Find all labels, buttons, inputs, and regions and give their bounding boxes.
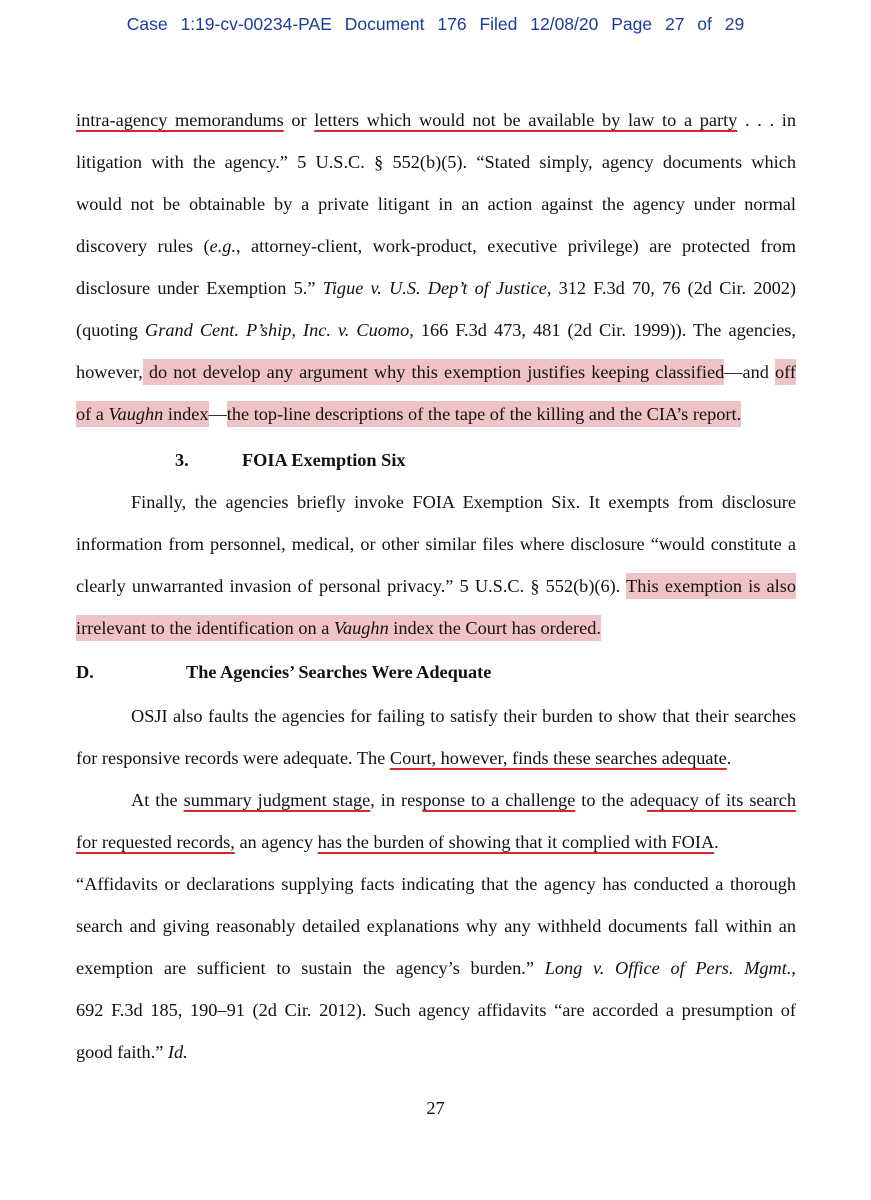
text-line xyxy=(76,872,796,896)
text-segment: The Agencies’ Searches Were Adequate xyxy=(186,662,492,682)
text-line xyxy=(76,788,796,812)
text-segment: . . . in xyxy=(737,110,796,130)
section-number: 3. xyxy=(175,450,189,470)
highlighted-text: This exemption is also xyxy=(626,573,796,599)
text-segment: FOIA Exemption Six xyxy=(242,450,406,470)
text-segment: for responsive records were adequate. The xyxy=(76,748,390,768)
text-segment: however, xyxy=(76,362,143,382)
text-line xyxy=(76,192,796,216)
text-segment: . xyxy=(726,748,732,768)
citation-italic: Tigue v. U.S. Dep’t of Justice xyxy=(322,278,547,298)
text-line xyxy=(76,704,796,728)
text-segment: , in res xyxy=(370,790,423,810)
text-line xyxy=(76,150,796,174)
text-segment: . xyxy=(714,832,719,852)
text-line xyxy=(76,956,796,980)
text-segment: 692 F.3d 185, 190–91 (2d Cir. 2012). Such agency affidavits “are accorded a presumption of xyxy=(76,1000,796,1020)
highlighted-text: Vaughn xyxy=(108,401,163,427)
underlined-text: for requested records, xyxy=(76,832,235,852)
text-segment: — xyxy=(208,404,227,424)
text-segment: —and xyxy=(724,362,775,382)
text-segment: to the ad xyxy=(575,790,648,810)
underlined-text: summary judgment stage xyxy=(183,790,371,810)
text-segment: or xyxy=(283,110,315,130)
text-segment: , 312 F.3d 70, 76 (2d Cir. 2002) xyxy=(546,278,796,298)
case-header: Case 1:19-cv-00234-PAE Document 176 Filed 12/08/20 Page 27 of 29 xyxy=(126,14,745,34)
citation-italic: Long v. Office of Pers. Mgmt. xyxy=(544,958,792,978)
text-segment: good faith.” xyxy=(76,1042,168,1062)
text-line xyxy=(76,276,796,300)
text-line xyxy=(76,574,796,598)
highlighted-text: off xyxy=(775,359,796,385)
section-heading xyxy=(175,448,871,472)
text-segment: Finally, the agencies briefly invoke FOIA Exemption Six. It exempts from disclosure xyxy=(131,492,796,512)
text-line xyxy=(76,830,796,854)
text-segment: search and giving reasonably detailed explanations why any withheld documents fall within an xyxy=(76,916,796,936)
underlined-text: letters which would not be available by law to a party xyxy=(314,110,738,130)
section-number: D. xyxy=(76,662,94,682)
text-segment: OSJI also faults the agencies for failing to satisfy their burden to show that their searches xyxy=(131,706,796,726)
text-segment: discovery rules ( xyxy=(76,236,210,256)
text-line xyxy=(76,490,796,514)
text-segment: , xyxy=(791,958,796,978)
highlighted-text: do not develop any argument why this exemption justifies keeping classified xyxy=(143,359,724,385)
text-segment: an agency xyxy=(234,832,318,852)
text-line xyxy=(76,234,796,258)
text-line xyxy=(76,998,796,1022)
text-segment: exemption are sufficient to sustain the agency’s burden.” xyxy=(76,958,545,978)
text-line xyxy=(76,1040,796,1064)
underlined-text: has the burden of showing that it complied with FOIA xyxy=(317,832,715,852)
citation-italic: Id. xyxy=(167,1042,188,1062)
text-line xyxy=(76,402,796,426)
highlighted-text: Vaughn xyxy=(334,615,389,641)
text-line xyxy=(76,616,796,640)
underlined-text: equacy of its search xyxy=(647,790,797,810)
text-segment: “Affidavits or declarations supplying facts indicating that the agency has conducted a thorough xyxy=(76,874,796,894)
text-segment: clearly unwarranted invasion of personal privacy.” 5 U.S.C. § 552(b)(6). xyxy=(76,576,627,596)
text-line xyxy=(76,914,796,938)
highlighted-text: index xyxy=(163,401,208,427)
text-segment: At the xyxy=(131,790,184,810)
underlined-text: ponse to a challenge xyxy=(422,790,576,810)
text-line xyxy=(76,532,796,556)
text-segment: disclosure under Exemption 5.” xyxy=(76,278,323,298)
page-number: 27 xyxy=(426,1098,445,1118)
text-line xyxy=(76,746,796,770)
text-segment: , attorney-client, work-product, executive privilege) are protected from xyxy=(236,236,796,256)
section-heading xyxy=(76,660,796,684)
text-segment: litigation with the agency.” 5 U.S.C. § 552(b)(5). “Stated simply, agency documents which xyxy=(76,152,796,172)
text-segment: , 166 F.3d 473, 481 (2d Cir. 1999)). The agencies, xyxy=(409,320,796,340)
citation-italic: e.g. xyxy=(209,236,237,256)
text-line xyxy=(76,108,796,132)
highlighted-text: the top-line descriptions of the tape of the killing and the CIA’s report. xyxy=(227,401,741,427)
text-line xyxy=(76,318,796,342)
underlined-text: intra-agency memorandums xyxy=(76,110,284,130)
citation-italic: Grand Cent. P’ship, Inc. v. Cuomo xyxy=(145,320,410,340)
text-segment: (quoting xyxy=(76,320,146,340)
text-segment: information from personnel, medical, or other similar files where disclosure “would constitute a xyxy=(76,534,796,554)
text-segment: would not be obtainable by a private litigant in an action against the agency under normal xyxy=(76,194,796,214)
highlighted-text: irrelevant to the identification on a xyxy=(76,615,334,641)
underlined-text: Court, however, finds these searches adequate xyxy=(389,748,727,768)
text-line xyxy=(76,360,796,384)
highlighted-text: of a xyxy=(76,401,108,427)
highlighted-text: index the Court has ordered. xyxy=(389,615,601,641)
